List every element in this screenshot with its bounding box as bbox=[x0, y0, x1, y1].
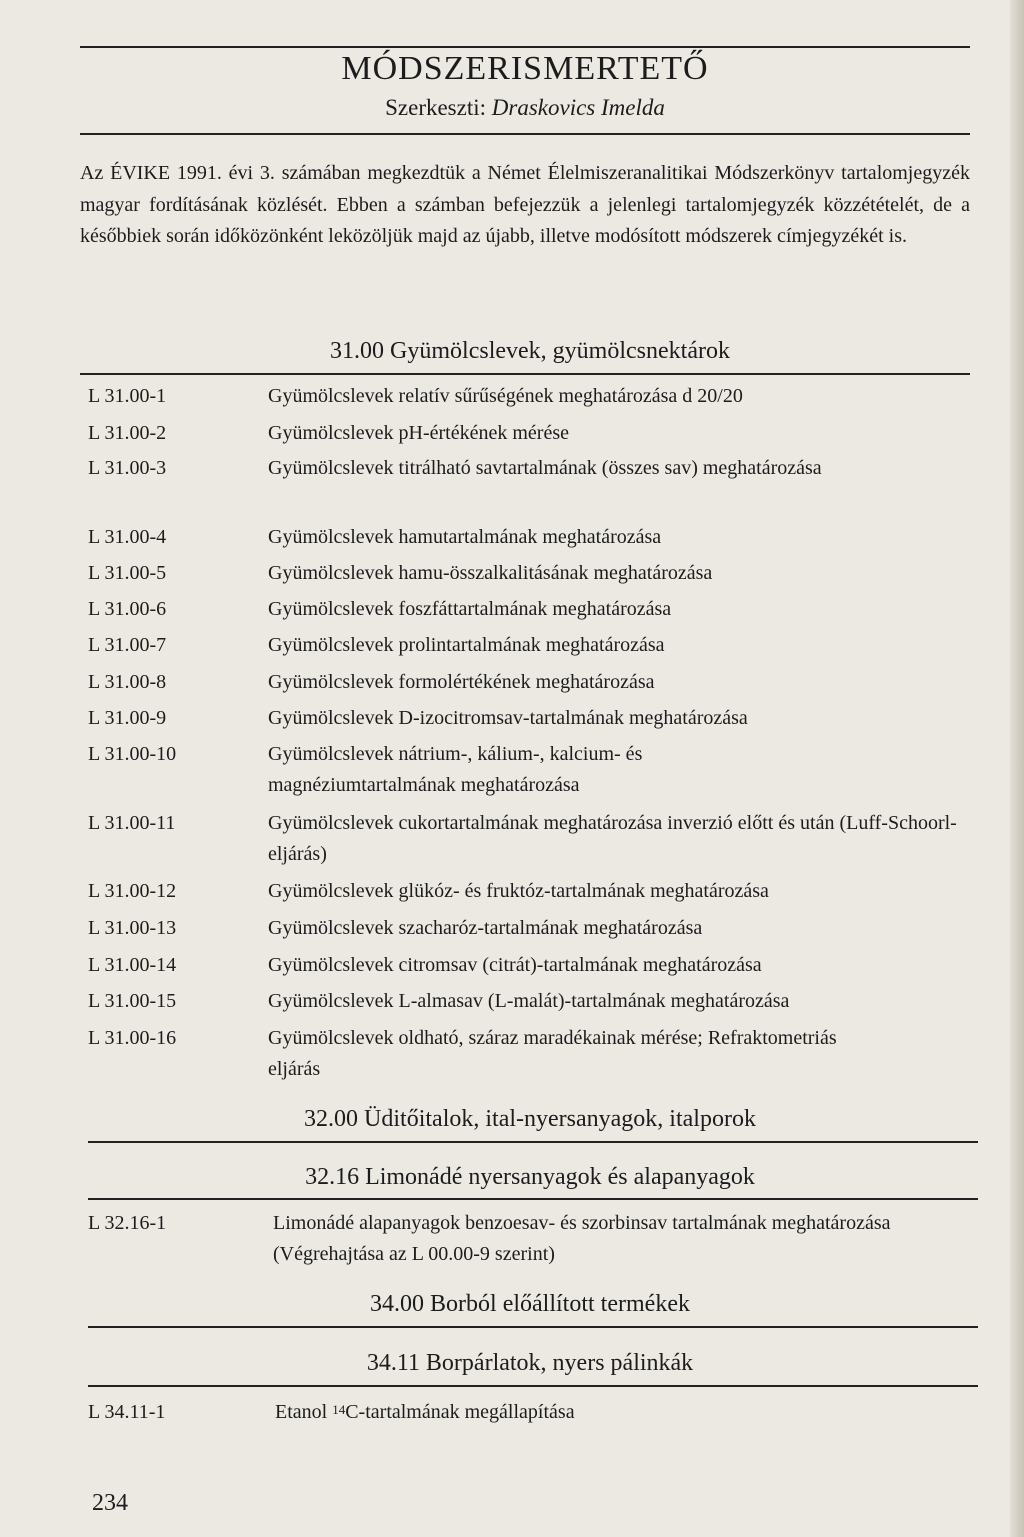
editor-name: Draskovics Imelda bbox=[491, 95, 665, 120]
entry-code: L 31.00-6 bbox=[88, 598, 167, 620]
entry-title: Gyümölcslevek glükóz- és fruktóz-tartalmának meghatározása bbox=[268, 880, 769, 902]
entry-code: L 31.00-13 bbox=[88, 917, 177, 939]
entry-code: L 31.00-3 bbox=[88, 457, 167, 479]
header-top-rule bbox=[80, 46, 970, 48]
page-title: MÓDSZERISMERTETŐ bbox=[341, 50, 709, 87]
entry-title: Gyümölcslevek D-izocitromsav-tartalmának meghatározása bbox=[268, 707, 748, 729]
entry-title: Gyümölcslevek nátrium-, kálium-, kalcium- és magnéziumtartalmának meghatározása bbox=[268, 743, 643, 796]
entry-code: L 31.00-11 bbox=[88, 812, 176, 834]
subsection-heading-32-16: 32.16 Limonádé nyersanyagok és alapanyagok bbox=[305, 1164, 755, 1190]
subsection-rule-32-16 bbox=[88, 1198, 978, 1200]
entry-code: L 31.00-10 bbox=[88, 743, 177, 765]
entry-title: Gyümölcslevek szacharóz-tartalmának meghatározása bbox=[268, 917, 703, 939]
entry-code: L 31.00-4 bbox=[88, 526, 167, 548]
section-heading-31: 31.00 Gyümölcslevek, gyümölcsnektárok bbox=[330, 338, 730, 364]
section-heading-34: 34.00 Borból előállított termékek bbox=[370, 1291, 690, 1317]
entry-code: L 31.00-12 bbox=[88, 880, 177, 902]
section-rule-34 bbox=[88, 1326, 978, 1328]
entry-code: L 31.00-5 bbox=[88, 562, 167, 584]
book-spine-shadow bbox=[1010, 0, 1024, 1537]
entry-title: Gyümölcslevek prolintartalmának meghatározása bbox=[268, 634, 665, 656]
entry-code: L 31.00-7 bbox=[88, 634, 167, 656]
entry-title: Gyümölcslevek citromsav (citrát)-tartalmának meghatározása bbox=[268, 954, 762, 976]
page-number: 234 bbox=[92, 1490, 128, 1516]
intro-paragraph: Az ÉVIKE 1991. évi 3. számában megkezdtük a Német Élelmiszeranalitikai Módszerkönyv tartalomjegyzék magyar fordításának közlését. Ebben a számban befejezzük a jelenlegi tartalomjegyzék közzétételét, de a későbbiek során időközönként leközöljük majd az újabb, illetve modósított módszerek címjegyzékét is. bbox=[80, 162, 970, 247]
entry-title: Gyümölcslevek titrálható savtartalmának (összes sav) meghatározása bbox=[268, 457, 822, 479]
entry-title: Gyümölcslevek hamu-összalkalitásának meghatározása bbox=[268, 562, 713, 584]
entry-code: L 32.16-1 bbox=[88, 1212, 167, 1234]
entry-title: Gyümölcslevek oldható, száraz maradékainak mérése; Refraktometriás eljárás bbox=[268, 1027, 837, 1080]
editor-line bbox=[80, 95, 970, 121]
entry-title: Gyümölcslevek formolértékének meghatározása bbox=[268, 671, 655, 693]
entry-code: L 31.00-14 bbox=[88, 954, 177, 976]
entry-title: Gyümölcslevek cukortartalmának meghatározása inverzió előtt és után (Luff-Schoorl-eljárás) bbox=[268, 812, 957, 865]
entry-title: Gyümölcslevek pH-értékének mérése bbox=[268, 422, 569, 444]
subsection-rule-34-11 bbox=[88, 1385, 978, 1387]
entry-code: L 34.11-1 bbox=[88, 1401, 166, 1423]
entry-code: L 31.00-1 bbox=[88, 385, 167, 407]
subsection-heading-34-11: 34.11 Borpárlatok, nyers pálinkák bbox=[366, 1350, 694, 1376]
entry-code: L 31.00-16 bbox=[88, 1027, 177, 1049]
entry-title bbox=[275, 1397, 975, 1428]
entry-code: L 31.00-9 bbox=[88, 707, 167, 729]
section-rule-31 bbox=[80, 373, 970, 375]
entry-title: Gyümölcslevek foszfáttartalmának meghatározása bbox=[268, 598, 672, 620]
entry-title: Limonádé alapanyagok benzoesav- és szorbinsav tartalmának meghatározása (Végrehajtása az L 00.00-9 szerint) bbox=[273, 1212, 891, 1265]
editor-prefix: Szerkeszti: bbox=[385, 95, 492, 120]
section-heading-32: 32.00 Üditőitalok, ital-nyersanyagok, italporok bbox=[304, 1106, 756, 1132]
entry-code: L 31.00-8 bbox=[88, 671, 167, 693]
entry-title: Gyümölcslevek relatív sűrűségének meghatározása d 20/20 bbox=[268, 385, 743, 407]
entry-code: L 31.00-15 bbox=[88, 990, 177, 1012]
entry-code: L 31.00-2 bbox=[88, 422, 167, 444]
isotope-superscript: 14 bbox=[332, 1402, 346, 1417]
entry-title: Gyümölcslevek hamutartalmának meghatározása bbox=[268, 526, 662, 548]
entry-title-part: C-tartalmának megállapítása bbox=[345, 1401, 575, 1423]
header-bottom-rule bbox=[80, 133, 970, 135]
entry-title: Gyümölcslevek L-almasav (L-malát)-tartalmának meghatározása bbox=[268, 990, 790, 1012]
entry-title-part: Etanol bbox=[275, 1401, 333, 1423]
section-rule-32 bbox=[88, 1141, 978, 1143]
